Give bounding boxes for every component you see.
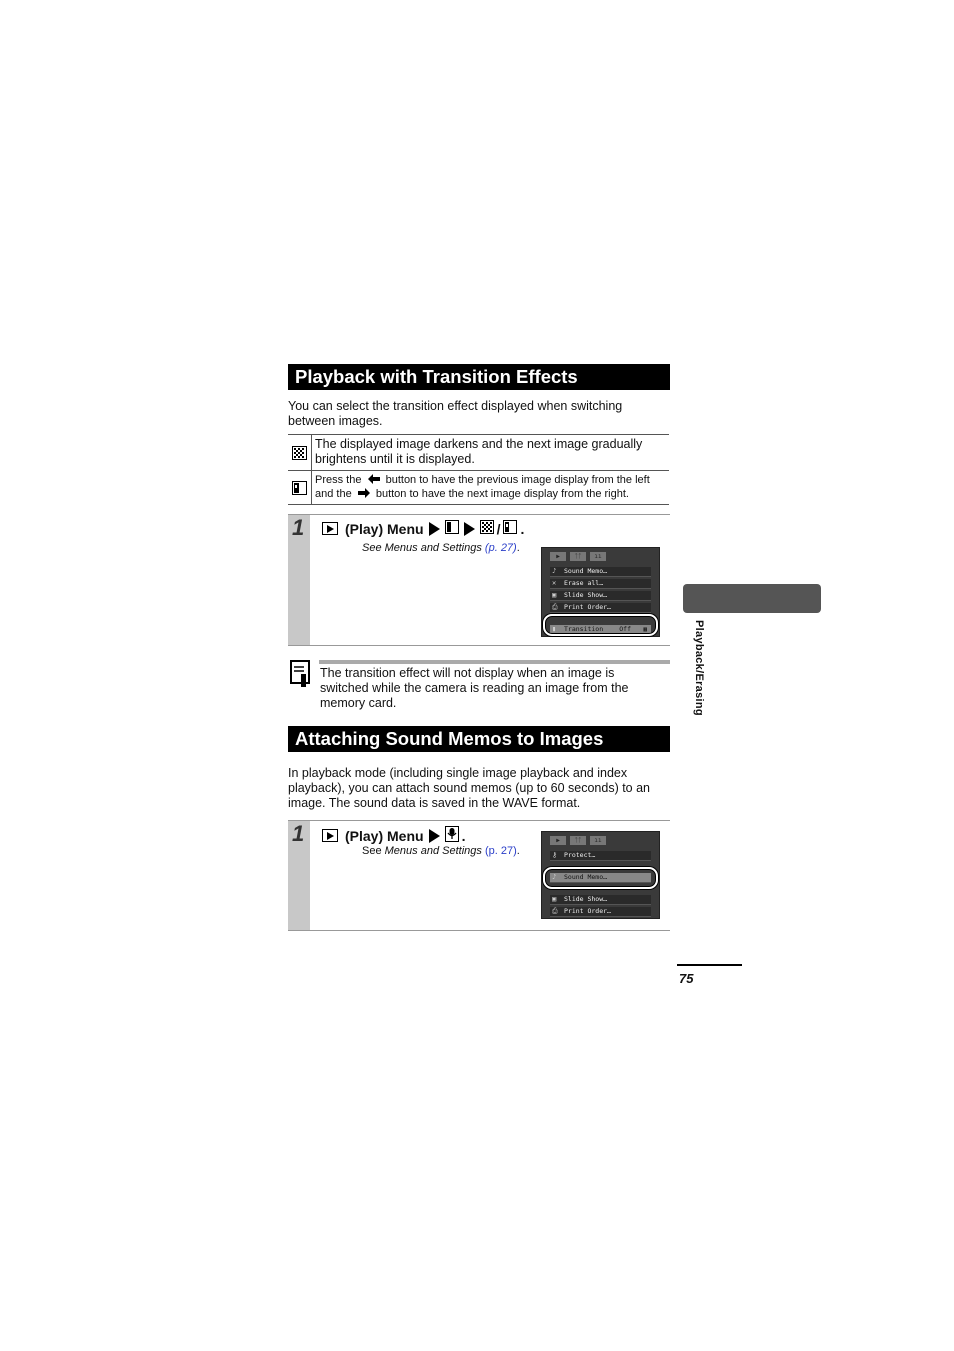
note-icon	[290, 660, 310, 693]
table-cell-text: Press the button to have the previous image display from the left and the button to have the next image display from the right.	[315, 474, 650, 500]
lcd-menu-item: ▣ Slide Show…	[550, 895, 651, 905]
lcd-menu-item: ▣ Slide Show…	[550, 591, 651, 601]
slide-transition-icon	[503, 520, 517, 537]
table-row	[288, 435, 669, 471]
slideshow-icon: ▣	[552, 591, 557, 599]
step-number: 1	[292, 515, 305, 540]
lcd-tabs	[542, 548, 659, 565]
table-row	[288, 471, 669, 505]
lcd-menu-item: ⎙ Print Order…	[550, 907, 651, 917]
note-rule	[319, 660, 670, 664]
camera-lcd-screen	[541, 547, 660, 637]
transition-table	[288, 434, 669, 505]
step-panel-sound-memo	[288, 820, 670, 931]
lcd-tab: ▶	[550, 552, 566, 561]
page-link[interactable]: (p. 27)	[484, 845, 517, 857]
table-cell-text: The displayed image darkens and the next image gradually brightens until it is displayed.	[315, 437, 643, 466]
chapter-label: Playback/Erasing	[693, 620, 705, 716]
lcd-tab: ıı	[590, 836, 606, 845]
lcd-menu-item: ✕ Erase all…	[550, 579, 651, 589]
section-title-transition: Playback with Transition Effects	[288, 364, 670, 390]
microphone-icon: ♪	[552, 567, 557, 575]
step-number: 1	[292, 821, 305, 846]
section-intro-sound-memo: In playback mode (including single image playback and index playback), you can attach sound memos (up to 60 seconds) to an image. The sound data is saved in the WAVE format.	[288, 766, 651, 810]
key-icon: ⚷	[552, 851, 558, 859]
lcd-menu-item: ⚷ Protect…	[550, 851, 651, 861]
step-instruction: (Play) Menu .	[322, 826, 465, 845]
camera-lcd-screen	[541, 831, 660, 919]
page-number-rule	[677, 964, 742, 966]
section-intro-transition: You can select the transition effect displayed when switching between images.	[288, 399, 623, 428]
microphone-icon: ♪	[552, 873, 557, 881]
play-mode-icon	[322, 829, 338, 842]
left-arrow-icon	[365, 474, 386, 486]
page-link[interactable]: (p. 27)	[484, 542, 517, 554]
right-arrow-icon	[355, 488, 376, 500]
chapter-tab	[683, 584, 821, 613]
step-instruction: (Play) Menu / .	[322, 520, 524, 537]
print-icon: ⎙	[552, 603, 558, 611]
lcd-tab: ᛏᛏ	[570, 836, 586, 845]
highlight-ring	[543, 614, 658, 636]
page-number: 75	[679, 971, 694, 986]
fade-transition-icon	[480, 520, 494, 537]
note-text: The transition effect will not display when an image is switched while the camera is reading an image from the memory card.	[320, 666, 629, 710]
transition-menu-icon	[445, 520, 459, 537]
arrow-right-icon	[464, 522, 475, 536]
section-title-sound-memo: Attaching Sound Memos to Images	[288, 726, 670, 752]
lcd-menu-item-selected: ▮ Transition Off ▦	[550, 625, 651, 635]
arrow-right-icon	[429, 522, 440, 536]
step-panel-transition	[288, 514, 670, 646]
lcd-tabs	[542, 832, 659, 849]
sound-memo-icon	[445, 826, 459, 845]
transition-options-icon: ▦	[643, 626, 647, 633]
arrow-right-icon	[429, 829, 440, 843]
slideshow-icon: ▣	[552, 895, 557, 903]
print-icon: ⎙	[552, 907, 558, 915]
see-reference: See Menus and Settings (p. 27).	[362, 542, 520, 554]
lcd-menu-item: ⎙ Print Order…	[550, 603, 651, 613]
lcd-tab: ᛏᛏ	[570, 552, 586, 561]
play-mode-icon	[322, 522, 338, 535]
lcd-menu-item: ♪ Sound Memo…	[550, 567, 651, 577]
highlight-ring	[543, 867, 658, 889]
see-reference: See Menus and Settings (p. 27).	[362, 845, 520, 857]
lcd-menu-item-selected: ♪ Sound Memo…	[550, 873, 651, 883]
lcd-tab: ıı	[590, 552, 606, 561]
fade-transition-icon	[288, 435, 312, 470]
erase-icon: ✕	[552, 579, 557, 587]
transition-icon: ▮	[552, 625, 557, 633]
slide-transition-icon	[288, 471, 312, 504]
lcd-tab: ▶	[550, 836, 566, 845]
